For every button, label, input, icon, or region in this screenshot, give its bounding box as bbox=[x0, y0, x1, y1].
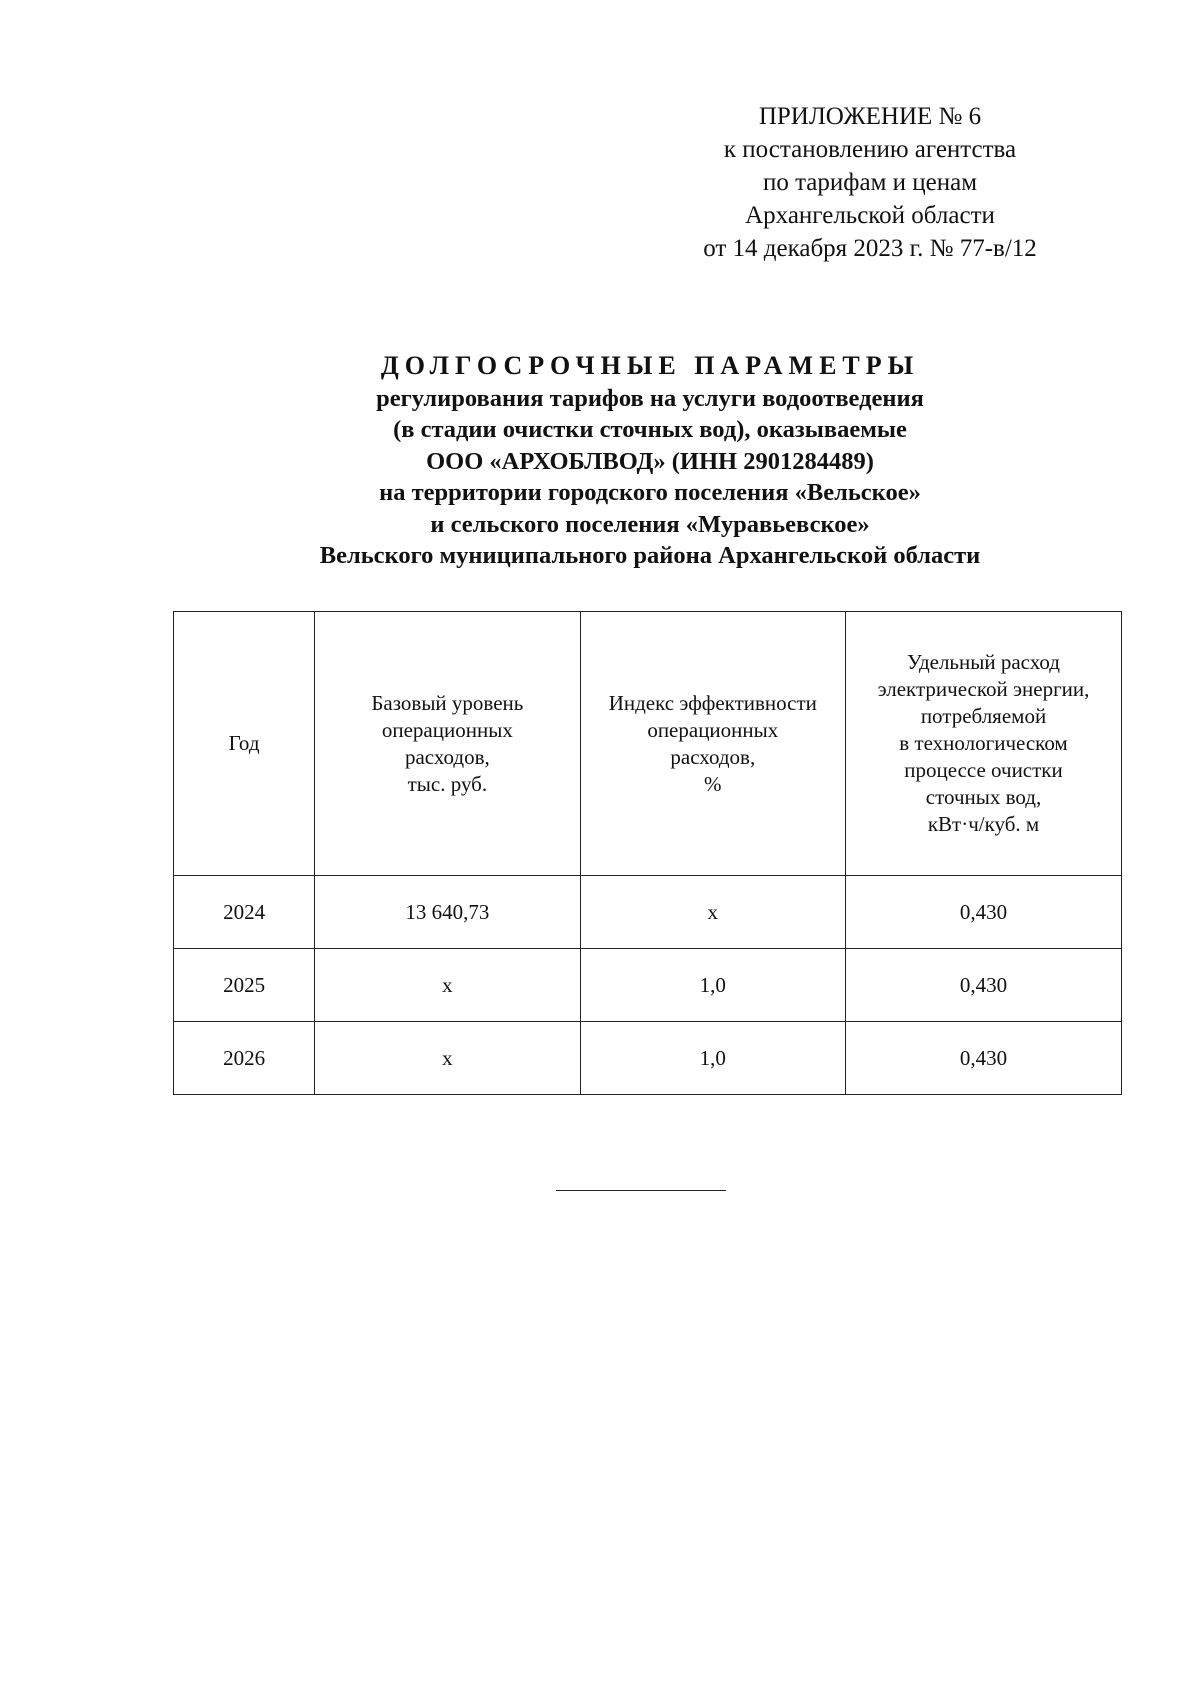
cell-year: 2026 bbox=[174, 1022, 315, 1095]
table-row bbox=[174, 1022, 1122, 1095]
cell-base-level: х bbox=[315, 1022, 580, 1095]
header-line: тыс. руб. bbox=[407, 771, 488, 796]
header-line: операционных bbox=[647, 717, 779, 742]
header-line: Удельный расход bbox=[907, 650, 1060, 674]
table-row bbox=[174, 876, 1122, 949]
appendix-line: к постановлению агентства bbox=[723, 136, 1017, 163]
header-energy-consumption bbox=[846, 612, 1122, 876]
title-line: ООО «АРХОБЛВОД» (ИНН 2901284489) bbox=[426, 447, 874, 475]
cell-year: 2025 bbox=[174, 949, 315, 1022]
table-row bbox=[174, 949, 1122, 1022]
title-line: и сельского поселения «Муравьевское» bbox=[430, 510, 870, 538]
cell-energy-consumption: 0,430 bbox=[846, 949, 1122, 1022]
header-line: операционных bbox=[381, 717, 513, 742]
header-line: процессе очистки bbox=[904, 758, 1063, 782]
cell-base-level: 13 640,73 bbox=[315, 876, 580, 949]
cell-base-level: х bbox=[315, 949, 580, 1022]
document-title bbox=[100, 350, 1200, 572]
header-year bbox=[174, 612, 315, 876]
cell-energy-consumption: 0,430 bbox=[846, 876, 1122, 949]
appendix-line: от 14 декабря 2023 г. № 77-в/12 bbox=[703, 235, 1037, 262]
table-header-row bbox=[174, 612, 1122, 876]
header-line: электрической энергии, bbox=[877, 677, 1090, 701]
title-line: регулирования тарифов на услуги водоотведения bbox=[376, 384, 924, 412]
header-line: расходов, bbox=[404, 744, 490, 769]
parameters-table bbox=[173, 611, 1122, 1095]
header-base-level bbox=[315, 612, 580, 876]
appendix-line: по тарифам и ценам bbox=[762, 169, 978, 196]
cell-year: 2024 bbox=[174, 876, 315, 949]
header-line: сточных вод, bbox=[925, 785, 1042, 809]
title-line: Вельского муниципального района Архангельской области bbox=[319, 542, 981, 569]
header-line: расходов, bbox=[670, 744, 756, 769]
header-line: Базовый уровень bbox=[371, 690, 524, 715]
header-line: % bbox=[704, 771, 722, 796]
title-line: на территории городского поселения «Вельское» bbox=[379, 479, 921, 506]
title-line: (в стадии очистки сточных вод), оказываемые bbox=[393, 416, 907, 443]
header-line: кВт·ч/куб. м bbox=[927, 812, 1040, 836]
header-line: в технологическом bbox=[899, 731, 1068, 755]
header-line: потребляемой bbox=[920, 704, 1047, 728]
appendix-line: Архангельской области bbox=[745, 202, 995, 229]
title-heading: ДОЛГОСРОЧНЫЕ ПАРАМЕТРЫ bbox=[380, 351, 920, 380]
cell-energy-consumption: 0,430 bbox=[846, 1022, 1122, 1095]
header-line: Год bbox=[228, 731, 260, 755]
cell-efficiency-index: 1,0 bbox=[580, 949, 845, 1022]
end-separator-line bbox=[556, 1190, 726, 1191]
cell-efficiency-index: х bbox=[580, 876, 845, 949]
header-efficiency-index bbox=[580, 612, 845, 876]
cell-efficiency-index: 1,0 bbox=[580, 1022, 845, 1095]
appendix-header bbox=[640, 100, 1100, 265]
appendix-line: ПРИЛОЖЕНИЕ № 6 bbox=[758, 103, 982, 130]
header-line: Индекс эффективности bbox=[608, 690, 817, 715]
